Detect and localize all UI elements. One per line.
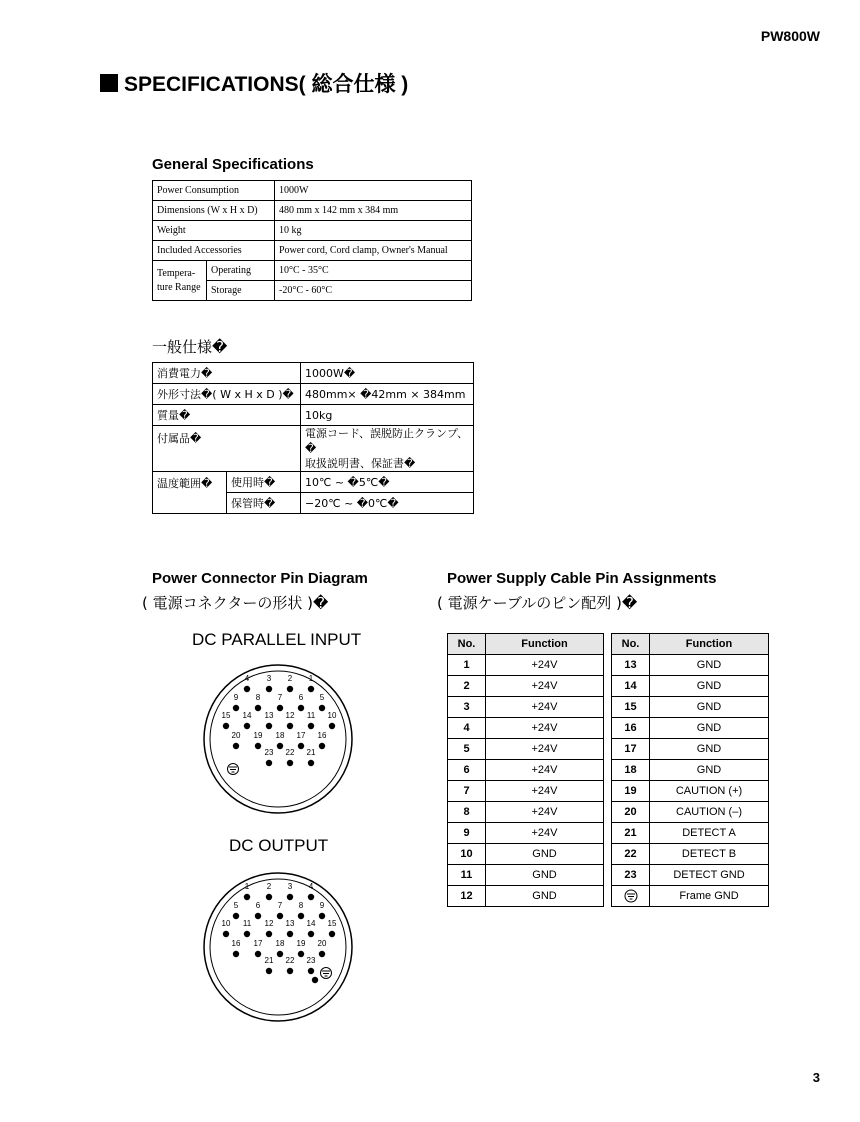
spec-sublabel: Operating	[207, 261, 275, 281]
pin-dot	[277, 913, 283, 919]
table-row	[612, 865, 769, 886]
pin-function: GND	[486, 886, 604, 907]
pin-dot	[287, 723, 293, 729]
table-row	[448, 655, 604, 676]
pin-label: 4	[308, 882, 314, 891]
pin-number: 8	[448, 802, 486, 823]
spec-value: 10 kg	[275, 221, 472, 241]
pin-label: 23	[264, 748, 274, 757]
pin-function: GND	[486, 844, 604, 865]
pin-label: 6	[298, 693, 304, 702]
pin-number: 21	[612, 823, 650, 844]
pin-dot	[244, 686, 250, 692]
pin-number	[612, 886, 650, 907]
pin-dot	[308, 723, 314, 729]
pin-label: 16	[317, 731, 327, 740]
pin-label: 8	[255, 693, 261, 702]
table-row	[448, 865, 604, 886]
table-row	[612, 739, 769, 760]
pin-label: 9	[233, 693, 239, 702]
pin-label: 14	[242, 711, 252, 720]
pin-function: DETECT A	[650, 823, 769, 844]
col-header-function: Function	[650, 634, 769, 655]
spec-label: 消費電力�	[153, 363, 301, 384]
pin-dot	[277, 951, 283, 957]
pin-table-left	[447, 633, 604, 907]
pin-dot	[223, 723, 229, 729]
pin-label: 17	[296, 731, 306, 740]
dc-parallel-input-diagram	[200, 660, 380, 820]
pin-label: 14	[306, 919, 316, 928]
pin-number: 1	[448, 655, 486, 676]
pin-dot	[312, 977, 318, 983]
pin-dot	[233, 951, 239, 957]
pin-label: 21	[306, 748, 316, 757]
pin-dot	[266, 968, 272, 974]
pin-label: 22	[285, 748, 295, 757]
pin-label: 3	[287, 882, 293, 891]
spec-value: 1000W	[275, 181, 472, 201]
pin-dot	[319, 913, 325, 919]
pin-number: 10	[448, 844, 486, 865]
pin-dot	[298, 743, 304, 749]
pin-dot	[266, 760, 272, 766]
spec-label: 付属品�	[153, 426, 301, 472]
table-row	[612, 718, 769, 739]
connector-heading: Power Connector Pin Diagram	[152, 570, 368, 587]
pin-assignments-heading: Power Supply Cable Pin Assignments	[447, 570, 717, 587]
pin-label: 7	[277, 693, 283, 702]
pin-function: GND	[650, 718, 769, 739]
pin-dot	[287, 931, 293, 937]
pin-dot	[233, 743, 239, 749]
pin-dot	[298, 705, 304, 711]
pin-label: 21	[264, 956, 274, 965]
spec-value: 1000W�	[301, 363, 474, 384]
spec-value: −20℃ ~ �0℃�	[301, 493, 474, 514]
pin-number: 16	[612, 718, 650, 739]
col-header-no: No.	[448, 634, 486, 655]
pin-label: 19	[296, 939, 306, 948]
spec-value: Power cord, Cord clamp, Owner's Manual	[275, 241, 472, 261]
table-row	[612, 655, 769, 676]
heading-square-icon	[100, 74, 118, 92]
pin-label: 4	[244, 674, 250, 683]
pin-label: 15	[327, 919, 337, 928]
pin-dot	[319, 951, 325, 957]
pin-dot	[308, 686, 314, 692]
pin-number: 20	[612, 802, 650, 823]
pin-label: 11	[242, 919, 252, 928]
pin-number: 4	[448, 718, 486, 739]
pin-number: 5	[448, 739, 486, 760]
pin-number: 6	[448, 760, 486, 781]
pin-dot	[255, 705, 261, 711]
pin-function: GND	[486, 865, 604, 886]
pin-dot	[277, 743, 283, 749]
table-row	[448, 676, 604, 697]
table-row	[448, 739, 604, 760]
table-row	[612, 844, 769, 865]
pin-label: 1	[244, 882, 250, 891]
spec-value: 10°C - 35°C	[275, 261, 472, 281]
page-number: 3	[812, 1070, 820, 1085]
pin-dot	[319, 743, 325, 749]
pin-label: 8	[298, 901, 304, 910]
pin-number: 12	[448, 886, 486, 907]
pin-label: 10	[221, 919, 231, 928]
pin-label: 10	[327, 711, 337, 720]
pin-dot	[244, 931, 250, 937]
pin-function: +24V	[486, 697, 604, 718]
pin-dot	[266, 686, 272, 692]
pin-dot	[223, 931, 229, 937]
pin-label: 12	[285, 711, 295, 720]
spec-sublabel: 使用時�	[227, 472, 301, 493]
col-header-function: Function	[486, 634, 604, 655]
pin-label: 2	[266, 882, 272, 891]
table-row	[448, 886, 604, 907]
spec-label: Included Accessories	[153, 241, 275, 261]
pin-dot	[308, 968, 314, 974]
ground-icon	[321, 968, 332, 979]
japanese-spec-heading: 一般仕様�	[152, 338, 228, 356]
table-row	[612, 823, 769, 844]
spec-label: 外形寸法�( W x H x D )�	[153, 384, 301, 405]
spec-value: 電源コード、誤脱防止クランプ、� 取扱説明書、保証書�	[301, 426, 474, 472]
pin-number: 23	[612, 865, 650, 886]
dc-output-diagram	[200, 868, 380, 1028]
pin-function: +24V	[486, 718, 604, 739]
pin-function: +24V	[486, 781, 604, 802]
pin-label: 9	[319, 901, 325, 910]
pin-dot	[308, 760, 314, 766]
table-row	[612, 760, 769, 781]
pin-dot	[233, 913, 239, 919]
pin-dot	[255, 743, 261, 749]
pin-label: 23	[306, 956, 316, 965]
spec-value: 480 mm x 142 mm x 384 mm	[275, 201, 472, 221]
spec-label: Dimensions (W x H x D)	[153, 201, 275, 221]
dc-output-label: DC OUTPUT	[229, 836, 329, 855]
col-header-no: No.	[612, 634, 650, 655]
table-row	[612, 676, 769, 697]
pin-label: 18	[275, 939, 285, 948]
pin-function: GND	[650, 697, 769, 718]
spec-value: 10kg	[301, 405, 474, 426]
table-row	[612, 802, 769, 823]
pin-function: GND	[650, 760, 769, 781]
pin-dot	[298, 913, 304, 919]
pin-assignments-heading-jp: ( 電源ケーブルのピン配列 )�	[437, 594, 638, 612]
pin-function: GND	[650, 676, 769, 697]
table-row	[448, 760, 604, 781]
pin-label: 7	[277, 901, 283, 910]
pin-dot	[287, 760, 293, 766]
pin-number: 11	[448, 865, 486, 886]
pin-function: +24V	[486, 802, 604, 823]
table-row	[448, 781, 604, 802]
pin-function: GND	[650, 739, 769, 760]
pin-number: 17	[612, 739, 650, 760]
pin-dot	[308, 931, 314, 937]
pin-label: 5	[319, 693, 325, 702]
pin-table-right	[611, 633, 769, 907]
table-row	[612, 697, 769, 718]
page-title	[100, 68, 408, 98]
ground-icon	[228, 764, 239, 775]
table-row	[448, 697, 604, 718]
pin-dot	[233, 705, 239, 711]
pin-function: +24V	[486, 823, 604, 844]
pin-label: 13	[285, 919, 295, 928]
table-row	[448, 718, 604, 739]
pin-number: 14	[612, 676, 650, 697]
pin-function: CAUTION (–)	[650, 802, 769, 823]
pin-dot	[244, 894, 250, 900]
pin-label: 19	[253, 731, 263, 740]
pin-label: 1	[308, 674, 314, 683]
table-row	[448, 823, 604, 844]
pin-dot	[319, 705, 325, 711]
pin-dot	[244, 723, 250, 729]
pin-function: Frame GND	[650, 886, 769, 907]
spec-label: 温度範囲�	[153, 472, 227, 514]
dc-parallel-input-label: DC PARALLEL INPUT	[192, 630, 362, 649]
spec-sublabel: Storage	[207, 281, 275, 301]
pin-function: GND	[650, 655, 769, 676]
pin-number: 18	[612, 760, 650, 781]
pin-label: 3	[266, 674, 272, 683]
pin-dot	[255, 951, 261, 957]
pin-label: 5	[233, 901, 239, 910]
spec-value: 480mm× �42mm × 384mm	[301, 384, 474, 405]
pin-dot	[266, 723, 272, 729]
pin-function: +24V	[486, 676, 604, 697]
pin-number: 22	[612, 844, 650, 865]
pin-label: 20	[317, 939, 327, 948]
spec-label: 質量�	[153, 405, 301, 426]
pin-dot	[266, 931, 272, 937]
table-row	[612, 781, 769, 802]
pin-number: 7	[448, 781, 486, 802]
pin-dot	[287, 894, 293, 900]
pin-number: 15	[612, 697, 650, 718]
pin-dot	[308, 894, 314, 900]
pin-function: +24V	[486, 760, 604, 781]
title-text: SPECIFICATIONS( 総合仕様 )	[124, 73, 409, 96]
pin-number: 2	[448, 676, 486, 697]
pin-number: 9	[448, 823, 486, 844]
pin-label: 15	[221, 711, 231, 720]
pin-function: DETECT GND	[650, 865, 769, 886]
pin-number: 3	[448, 697, 486, 718]
model-number: PW800W	[760, 28, 820, 44]
spec-value: -20°C - 60°C	[275, 281, 472, 301]
general-spec-heading: General Specifications	[152, 156, 314, 173]
spec-label: Weight	[153, 221, 275, 241]
spec-label: Power Consumption	[153, 181, 275, 201]
pin-label: 11	[306, 711, 316, 720]
spec-label: Tempera- ture Range	[153, 261, 207, 301]
spec-sublabel: 保管時�	[227, 493, 301, 514]
pin-dot	[266, 894, 272, 900]
pin-dot	[287, 968, 293, 974]
pin-label: 17	[253, 939, 263, 948]
table-row	[612, 886, 769, 907]
pin-dot	[329, 931, 335, 937]
pin-dot	[255, 913, 261, 919]
pin-function: DETECT B	[650, 844, 769, 865]
pin-number: 19	[612, 781, 650, 802]
connector-heading-jp: ( 電源コネクターの形状 )�	[142, 594, 329, 612]
table-row	[448, 844, 604, 865]
pin-dot	[287, 686, 293, 692]
pin-dot	[298, 951, 304, 957]
pin-dot	[329, 723, 335, 729]
pin-function: +24V	[486, 655, 604, 676]
pin-label: 18	[275, 731, 285, 740]
pin-dot	[277, 705, 283, 711]
japanese-spec-table	[152, 362, 474, 514]
pin-label: 22	[285, 956, 295, 965]
pin-function: +24V	[486, 739, 604, 760]
table-row	[448, 802, 604, 823]
pin-function: CAUTION (+)	[650, 781, 769, 802]
spec-value: 10℃ ~ �5℃�	[301, 472, 474, 493]
pin-label: 16	[231, 939, 241, 948]
pin-label: 13	[264, 711, 274, 720]
pin-label: 12	[264, 919, 274, 928]
general-spec-table	[152, 180, 472, 301]
pin-label: 20	[231, 731, 241, 740]
pin-label: 6	[255, 901, 261, 910]
pin-number: 13	[612, 655, 650, 676]
ground-icon	[624, 889, 638, 903]
pin-label: 2	[287, 674, 293, 683]
